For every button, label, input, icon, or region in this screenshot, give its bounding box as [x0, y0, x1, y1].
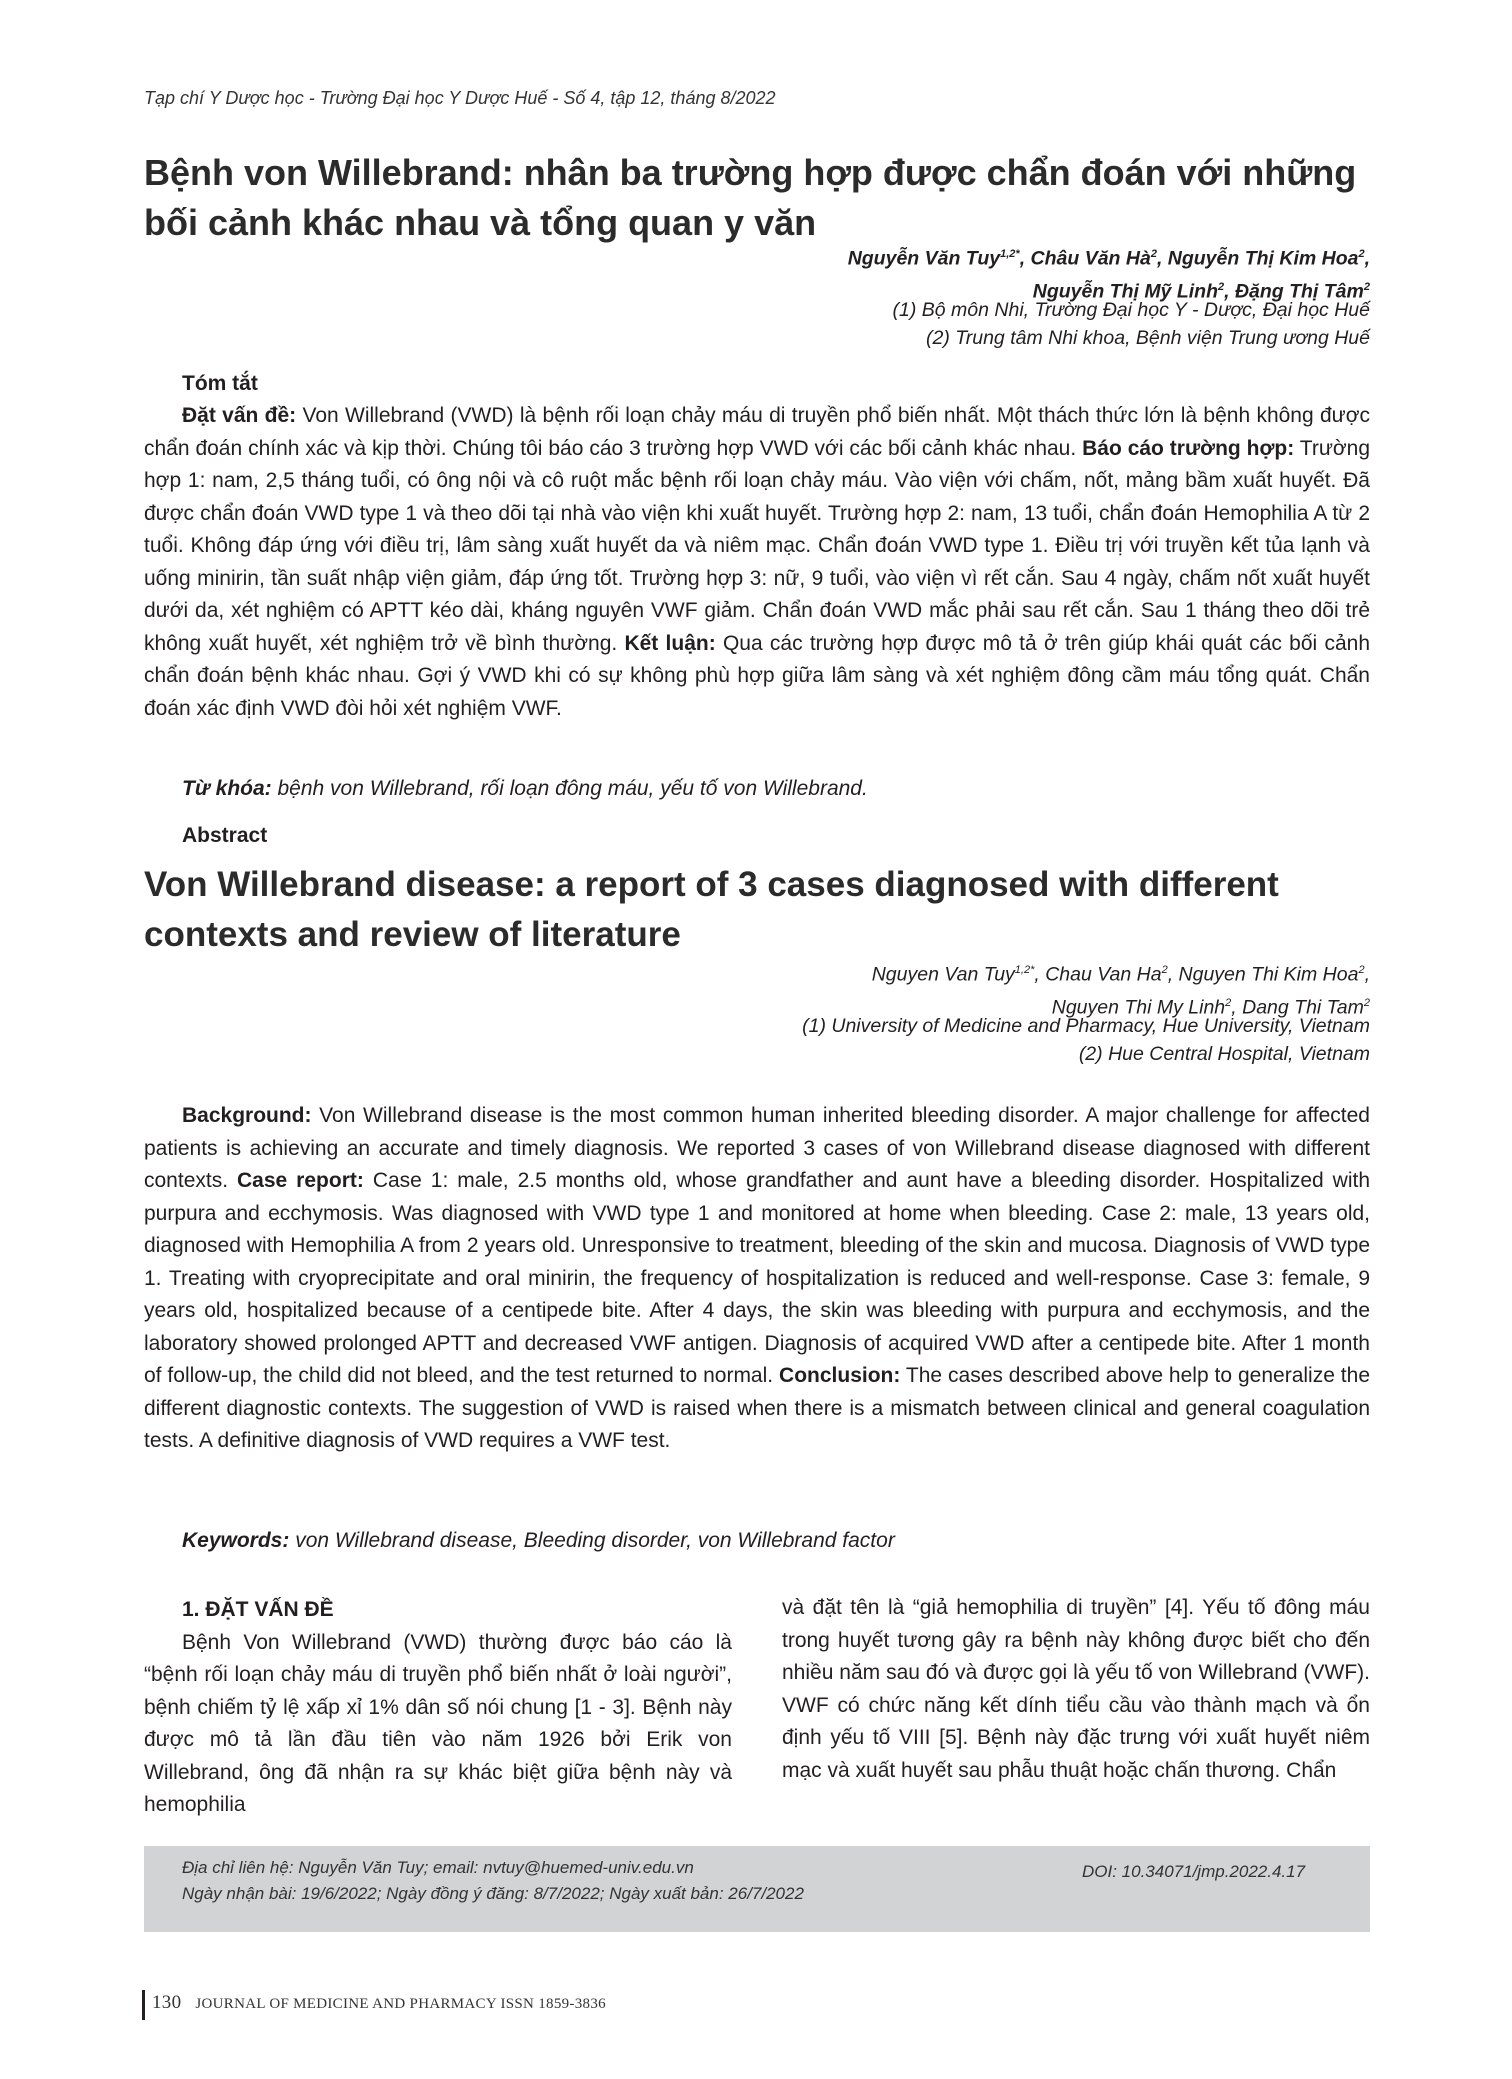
summary-case-text: Trường hợp 1: nam, 2,5 tháng tuổi, có ông nội và cô ruột mắc bệnh rối loạn chảy máu. Vào viện với chấm, nốt, mảng bầm xuất huyết. Đã được chẩn đoán VWD type 1 và theo dõi tại nhà vào viện khi xuất huyết. Trường hợp 2: nam, 13 tuổi, chẩn đoán Hemophilia A từ 2 tuổi. Không đáp ứng với điều trị, lâm sàng xuất huyết da và niêm mạc. Chẩn đoán VWD type 1. Điều trị với truyền kết tủa lạnh và uống minirin, tần suất nhập viện giảm, đáp ứng tốt. Trường hợp 3: nữ, 9 tuổi, vào viện vì rết cắn. Sau 4 ngày, chấm nốt xuất huyết dưới da, xét nghiệm có APTT kéo dài, kháng nguyên VWF giảm. Chẩn đoán VWD mắc phải sau rết cắn. Sau 1 tháng theo dõi trẻ không xuất huyết, xét nghiệm trở về bình thường. [144, 436, 1371, 655]
article-title-vietnamese: Bệnh von Willebrand: nhân ba trường hợp được chẩn đoán với những bối cảnh khác nhau và tổng quan y văn [144, 152, 1357, 243]
submission-dates: Ngày nhận bài: 19/6/2022; Ngày đồng ý đăng: 8/7/2022; Ngày xuất bản: 26/7/2022 [182, 1884, 804, 1903]
intro-column-right [782, 1592, 1370, 1787]
keywords-vietnamese [144, 773, 1370, 806]
footer-divider [142, 1990, 145, 2020]
keywords-en-text: von Willebrand disease, Bleeding disorder, von Willebrand factor [289, 1529, 895, 1552]
intro-column-left [144, 1594, 732, 1822]
intro-heading: 1. ĐẶT VẤN ĐỀ [182, 1598, 334, 1621]
authors-vi-line-1: Nguyễn Văn Tuy$^{1,2*}$, Châu Văn $Hà^2$, Nguyễn Thị Kim Hoa$^2$, [847, 247, 1370, 270]
keywords-vi-label: Từ khóa: [182, 777, 272, 800]
intro-left-text: Bệnh Von Willebrand (VWD) thường được báo cáo là “bệnh rối loạn chảy máu di truyền phổ biến nhất ở loài người”, bệnh chiếm tỷ lệ xấp xỉ 1% dân số nói chung [1 - 3]. Bệnh này được mô tả lần đầu tiên vào năm 1926 bởi Erik von Willebrand, ông đã nhận ra sự khác biệt giữa bệnh này và hemophilia [144, 1630, 732, 1816]
summary-case-label: Báo cáo trường hợp: [1082, 436, 1295, 460]
summary-paragraph [144, 400, 1370, 725]
keywords-english [144, 1525, 1370, 1558]
affiliation-en-1: (1) University of Medicine and Pharmacy, Hue University, Vietnam [802, 1015, 1370, 1037]
page-number: 130 [152, 1992, 182, 2013]
abstract-background-label: Background: [182, 1104, 312, 1127]
abstract-conclusion-label: Conclusion: [779, 1364, 901, 1387]
authors-vi-line-2: Nguyễn Thị Mỹ Linh$^2$, Đặng Thị Tâm$^2$ [1032, 280, 1370, 302]
article-title-english: Von Willebrand disease: a report of 3 cases diagnosed with different contexts and review of literature [144, 865, 1279, 954]
summary-background-label: Đặt vấn đề: [182, 404, 297, 427]
authors-en-line-2: Nguyen Thi My Linh$^2$, Dang Thi Tam$^2$ [1051, 996, 1370, 1018]
keywords-en-label: Keywords: [182, 1529, 290, 1552]
summary-conclusion-label: Kết luận: [624, 631, 716, 655]
affiliation-vi-2: (2) Trung tâm Nhi khoa, Bệnh viện Trung ương Huế [926, 327, 1370, 349]
affiliation-en-2: (2) Hue Central Hospital, Vietnam [1078, 1043, 1370, 1065]
journal-header: Tạp chí Y Dược học - Trường Đại học Y Dược Huế - Số 4, tập 12, tháng 8/2022 [144, 88, 776, 108]
summary-heading: Tóm tắt [182, 372, 258, 395]
keywords-vi-text: bệnh von Willebrand, rối loạn đông máu, yếu tố von Willebrand. [271, 777, 868, 800]
doi: DOI: 10.34071/jmp.2022.4.17 [1082, 1862, 1306, 1881]
affiliations-vietnamese [893, 296, 1370, 352]
affiliation-vi-1: (1) Bộ môn Nhi, Trường Đại học Y - Dược, Đại học Huế [892, 299, 1370, 321]
intro-right-text: và đặt tên là “giả hemophilia di truyền” [4]. Yếu tố đông máu trong huyết tương gây ra bệnh này không được biết cho đến nhiều năm sau đó và được gọi là yếu tố von Willebrand (VWF). VWF có chức năng kết dính tiểu cầu vào thành mạch và ổn định yếu tố VIII [5]. Bệnh này đặc trưng với xuất huyết niêm mạc và xuất huyết sau phẫu thuật hoặc chấn thương. Chẩn [782, 1596, 1370, 1782]
summary-conclusion-text: Qua các trường hợp được mô tả ở trên giúp khái quát các bối cảnh chẩn đoán bệnh khác nhau. Gợi ý VWD khi có sự không phù hợp giữa lâm sàng và xét nghiệm đông cầm máu tổng quát. Chẩn đoán xác định VWD đòi hỏi xét nghiệm VWF. [144, 631, 1370, 720]
affiliations-english [802, 1012, 1370, 1068]
authors-en-line-1: Nguyen Van Tuy$^{1,2*}$, Chau Van Ha$^2$, Nguyen Thi Kim Hoa$^2$, [871, 963, 1370, 986]
abstract-paragraph [144, 1100, 1370, 1458]
contact-address: Địa chỉ liên hệ: Nguyễn Văn Tuy; email: nvtuy@huemed-univ.edu.vn [182, 1858, 694, 1877]
abstract-background-text: Von Willebrand disease is the most common human inherited bleeding disorder. A major challenge for affected patients is achieving an accurate and timely diagnosis. We reported 3 cases of von Willebrand disease diagnosed with different contexts. [144, 1104, 1370, 1192]
abstract-heading: Abstract [182, 824, 268, 847]
footer-journal: JOURNAL OF MEDICINE AND PHARMACY ISSN 1859-3836 [195, 1996, 606, 2012]
footer [152, 1992, 606, 2014]
abstract-case-text: Case 1: male, 2.5 months old, whose grandfather and aunt have a bleeding disorder. Hospitalized with purpura and ecchymosis. Was diagnosed with VWD type 1 and monitored at home when bleeding. Case 2: male, 13 years old, diagnosed with Hemophilia A from 2 years old. Unresponsive to treatment, bleeding of the skin and mucosa. Diagnosis of VWD type 1. Treating with cryoprecipitate and oral minirin, the frequency of hospitalization is reduced and well-response. Case 3: female, 9 years old, hospitalized because of a centipede bite. After 4 days, the skin was bleeding with purpura and ecchymosis, and the laboratory showed prolonged APTT and decreased VWF antigen. Diagnosis of acquired VWD after a centipede bite. After 1 month of follow-up, the child did not bleed, and the test returned to normal. [144, 1169, 1370, 1387]
abstract-case-label: Case report: [237, 1169, 364, 1192]
summary-background-text: Von Willebrand (VWD) là bệnh rối loạn chảy máu di truyền phổ biến nhất. Một thách thức lớn là bệnh không được chẩn đoán chính xác và kịp thời. Chúng tôi báo cáo 3 trường hợp VWD với các bối cảnh khác nhau. [144, 404, 1370, 460]
abstract-conclusion-text: The cases described above help to generalize the different diagnostic contexts. The suggestion of VWD is raised when there is a mismatch between clinical and general coagulation tests. A definitive diagnosis of VWD requires a VWF test. [144, 1364, 1371, 1452]
